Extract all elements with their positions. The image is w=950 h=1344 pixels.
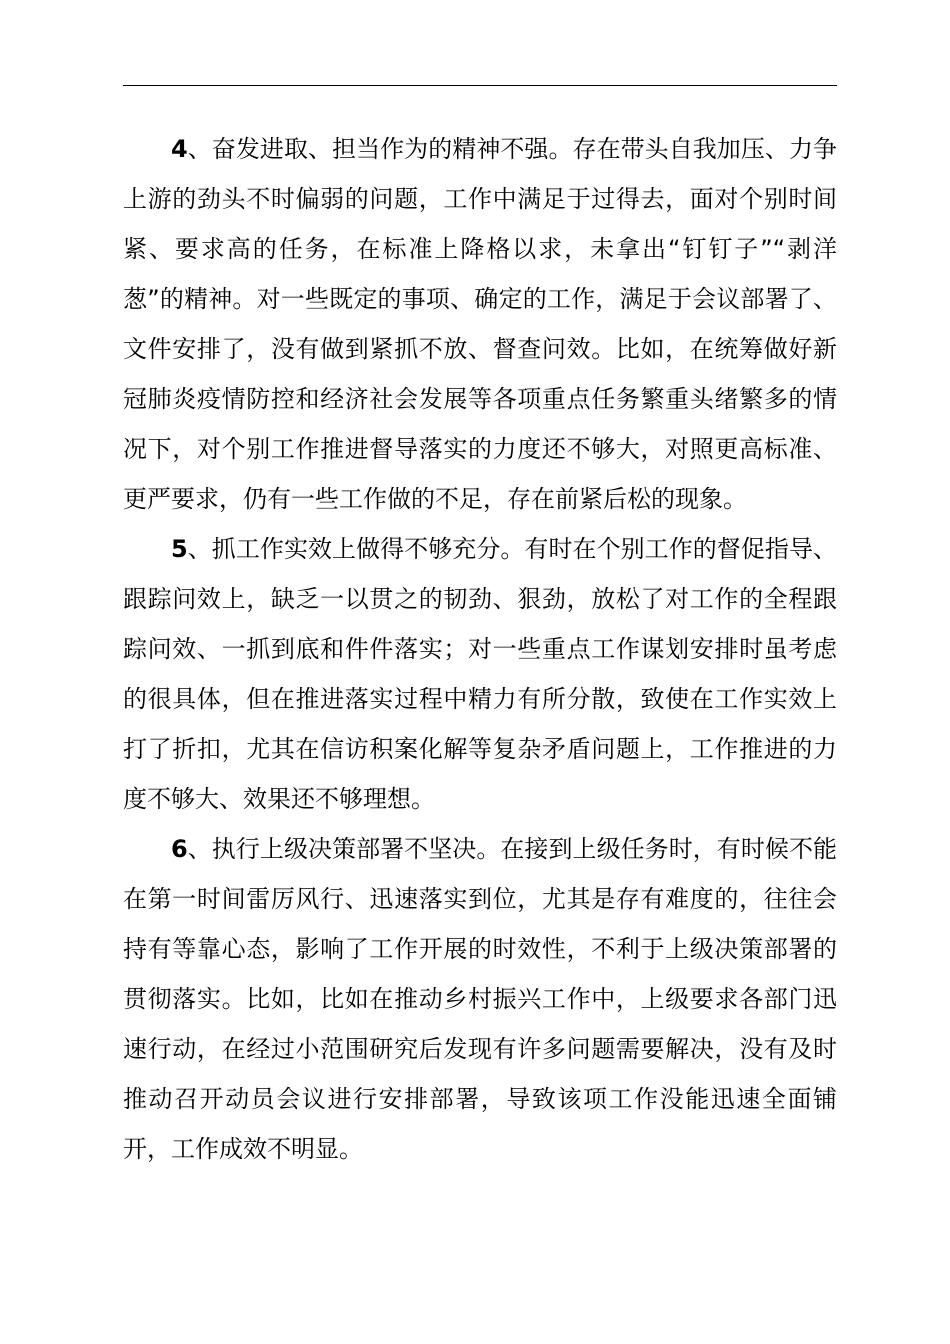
paragraph-text: 、抓工作实效上做得不够充分。有时在个别工作的督促指导、跟踪问效上，缺乏一以贯之的韧劲、狠劲，放松了对工作的全程跟踪问效、一抓到底和件件落实；对一些重点工作谋划安排时虽考虑的很具体，但在推进落实过程中精力有所分散，致使在工作实效上打了折扣，尤其在信访积案化解等复杂矛盾问题上，工作推进的力度不够大、效果还不够理想。 (123, 535, 837, 813)
paragraph-4 (123, 124, 837, 524)
document-body (123, 124, 837, 1174)
paragraph-text: 、奋发进取、担当作为的精神不强。存在带头自我加压、力争上游的劲头不时偏弱的问题，工作中满足于过得去，面对个别时间紧、要求高的任务，在标准上降格以求，未拿出“钉钉子”“剥洋葱”的精神。对一些既定的事项、确定的工作，满足于会议部署了、文件安排了，没有做到紧抓不放、督查问效。比如，在统筹做好新冠肺炎疫情防控和经济社会发展等各项重点任务繁重头绪繁多的情况下，对个别工作推进督导落实的力度还不够大，对照更高标准、更严要求，仍有一些工作做的不足，存在前紧后松的现象。 (123, 135, 837, 513)
paragraph-text: 、执行上级决策部署不坚决。在接到上级任务时，有时候不能在第一时间雷厉风行、迅速落实到位，尤其是存有难度的，往往会持有等靠心态，影响了工作开展的时效性，不利于上级决策部署的贯彻落实。比如，比如在推动乡村振兴工作中，上级要求各部门迅速行动，在经过小范围研究后发现有许多问题需要解决，没有及时推动召开动员会议进行安排部署，导致该项工作没能迅速全面铺开，工作成效不明显。 (123, 835, 837, 1163)
header-rule (123, 85, 837, 86)
paragraph-number: 4 (171, 135, 188, 163)
paragraph-number: 6 (171, 835, 188, 863)
paragraph-6 (123, 824, 837, 1174)
paragraph-5 (123, 524, 837, 824)
paragraph-number: 5 (171, 535, 188, 563)
